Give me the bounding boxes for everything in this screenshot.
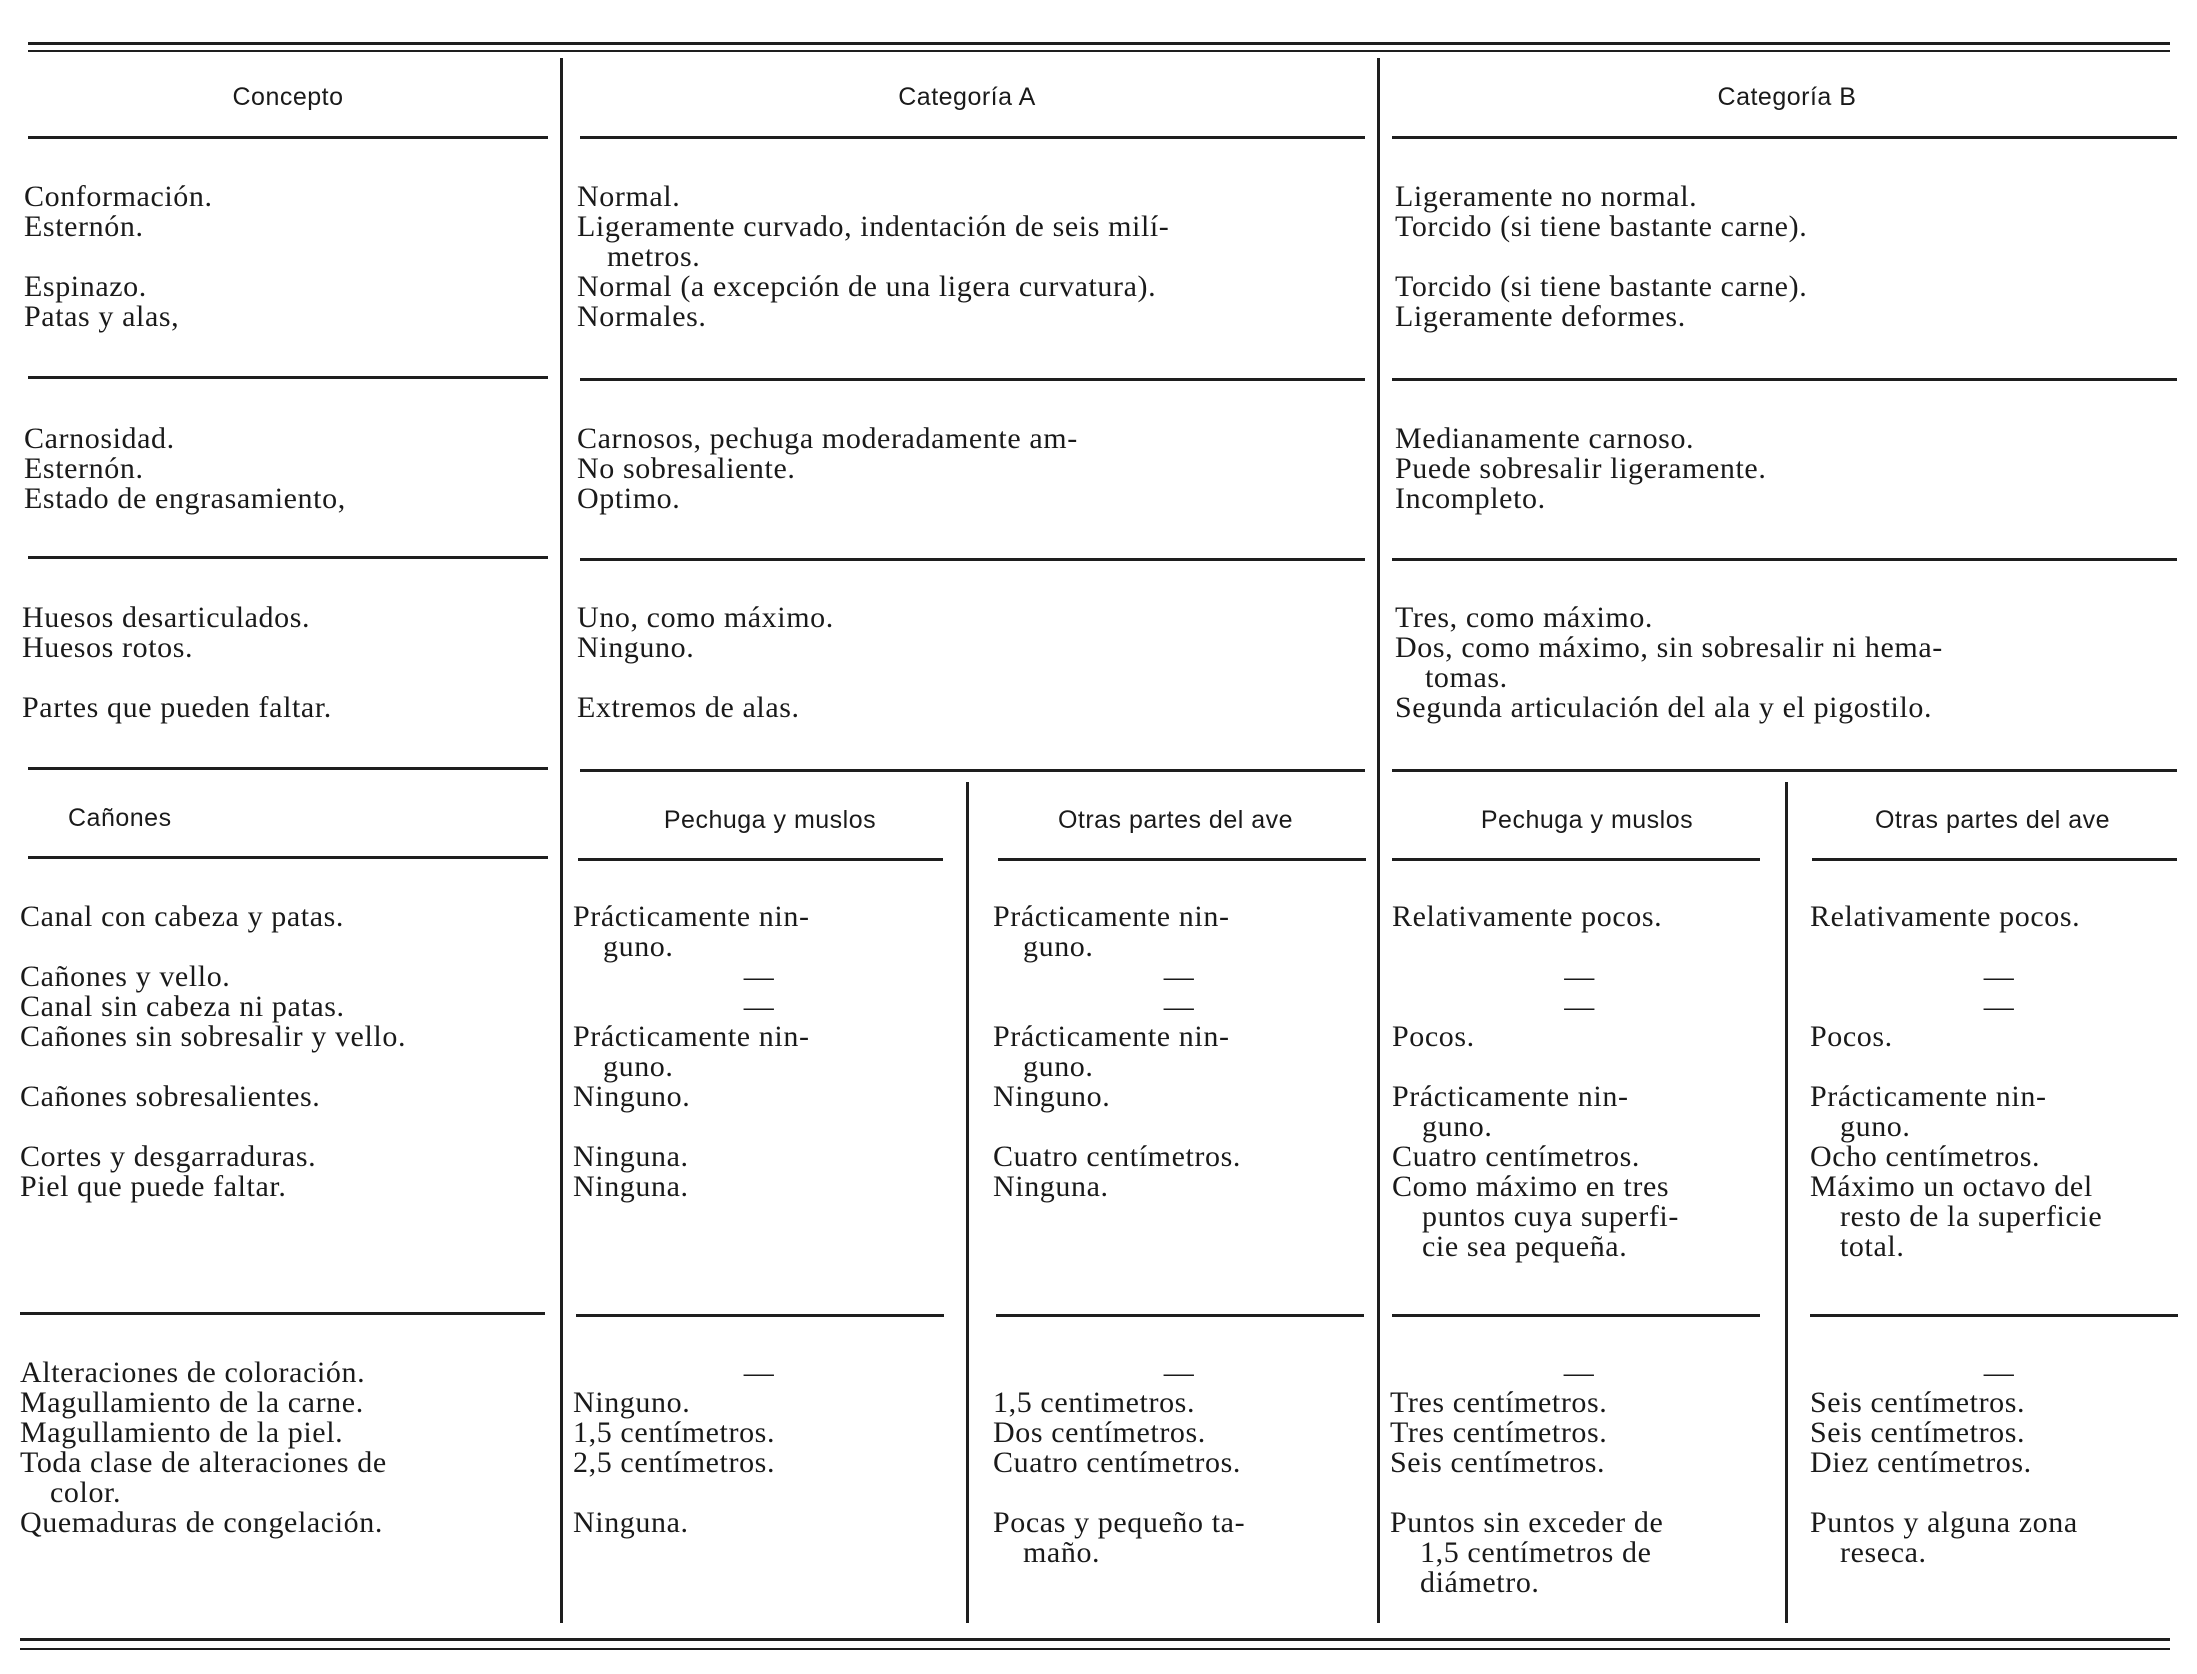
cell-text: Torcido (si tiene bastante carne). [1395, 270, 1808, 303]
top-rule-2 [28, 50, 2170, 52]
cell-text: Prácticamente nin- [993, 900, 1230, 933]
divider-b-sub [1785, 782, 1788, 1623]
row-label: Canal con cabeza y patas. [20, 900, 345, 933]
rule-section [580, 558, 1365, 561]
rule-subheader [1392, 858, 1760, 861]
dash-cell: — [1983, 960, 2015, 993]
cell-text: Ligeramente no normal. [1395, 180, 1698, 213]
dash-cell: — [1564, 990, 1595, 1023]
cell-text: Prácticamente nin- [993, 1020, 1230, 1053]
cell-text: Seis centímetros. [1810, 1386, 2026, 1419]
cell-text: Cuatro centímetros. [993, 1140, 1242, 1173]
alteraciones-concepto [20, 1358, 555, 1538]
cell-text: Seis centímetros. [1810, 1416, 2026, 1449]
cell-text: Extremos de alas. [577, 691, 800, 724]
cell-text: Ninguna. [993, 1170, 1109, 1203]
cell-text: Ninguno. [573, 1080, 691, 1113]
cell-text: Cuatro centímetros. [993, 1446, 1242, 1479]
cell-text: Como máximo en tres [1392, 1170, 1670, 1203]
rule-section [1392, 558, 2177, 561]
cell-text: Puntos sin exceder de [1390, 1506, 1664, 1539]
cell-text: Optimo. [577, 482, 681, 515]
cell-text: reseca. [1840, 1536, 1927, 1569]
cell-text: Ocho centímetros. [1810, 1140, 2041, 1173]
cell-text: Prácticamente nin- [573, 900, 810, 933]
conformacion-cat-b [1395, 182, 2175, 332]
cell-text: Puntos y alguna zona [1810, 1506, 2078, 1539]
rule-section [1810, 1314, 2178, 1317]
cell-text: Cuatro centímetros. [1392, 1140, 1641, 1173]
cell-text: Ninguno. [573, 1386, 691, 1419]
dash-cell: — [1564, 960, 1595, 993]
cell-text: Pocas y pequeño ta- [993, 1506, 1246, 1539]
row-label: Huesos rotos. [22, 631, 194, 664]
cell-text: Ligeramente curvado, indentación de seis milí- [577, 210, 1170, 243]
rule-section [28, 556, 548, 559]
row-label: Toda clase de alteraciones de [20, 1446, 387, 1479]
divider-categoria [1377, 58, 1380, 1623]
cell-text: Incompleto. [1395, 482, 1546, 515]
row-label: Esternón. [24, 210, 144, 243]
cell-text: guno. [1023, 1050, 1094, 1083]
row-label: Esternón. [24, 452, 144, 485]
header-b-otras: Otras partes del ave [1874, 806, 2111, 834]
row-label: Partes que pueden faltar. [22, 691, 332, 724]
bottom-rule-2 [20, 1648, 2170, 1650]
row-label: Magullamiento de la piel. [20, 1416, 344, 1449]
row-label: Patas y alas, [24, 300, 180, 333]
canones-b-otras [1810, 902, 2188, 1262]
dash-cell: — [1983, 990, 2015, 1023]
row-label: Conformación. [24, 180, 213, 213]
row-label: Carnosidad. [24, 422, 175, 455]
top-rule [28, 42, 2170, 45]
cell-text: maño. [1023, 1536, 1101, 1569]
cell-text: Carnosos, pechuga moderadamente am- [577, 422, 1078, 455]
row-label: Alteraciones de coloración. [20, 1356, 366, 1389]
rule-header [1392, 136, 2177, 139]
cell-text: Prácticamente nin- [573, 1020, 810, 1053]
rule-subheader [998, 858, 1366, 861]
header-concepto: Concepto [232, 83, 344, 111]
dash-cell: — [1563, 1356, 1595, 1389]
alteraciones-b-otras [1810, 1358, 2188, 1568]
carnosidad-cat-a [577, 424, 1367, 514]
dash-cell: — [1163, 960, 1195, 993]
row-label: Piel que puede faltar. [20, 1170, 287, 1203]
cell-text: puntos cuya superfi- [1422, 1200, 1679, 1233]
cell-text: Prácticamente nin- [1392, 1080, 1629, 1113]
dash-cell: — [1163, 990, 1195, 1023]
dash-cell: — [743, 1356, 775, 1389]
row-label: Cañones y vello. [20, 960, 231, 993]
cell-text: Tres centímetros. [1390, 1416, 1608, 1449]
canones-b-pechuga [1392, 902, 1767, 1262]
cell-text: 1,5 centímetros de [1420, 1536, 1652, 1569]
cell-text: metros. [607, 240, 701, 273]
conformacion-cat-a [577, 182, 1367, 332]
rule-section [580, 769, 1365, 772]
dash-cell: — [743, 990, 775, 1023]
row-label: Cortes y desgarraduras. [20, 1140, 317, 1173]
alteraciones-b-pechuga [1390, 1358, 1768, 1598]
cell-text: Segunda articulación del ala y el pigostilo. [1395, 691, 1933, 724]
cell-text: Medianamente carnoso. [1395, 422, 1695, 455]
header-categoria-a: Categoría A [898, 83, 1036, 111]
bottom-rule [20, 1638, 2170, 1641]
cell-text: guno. [603, 1050, 674, 1083]
cell-text: 2,5 centímetros. [573, 1446, 776, 1479]
huesos-concepto [22, 603, 552, 723]
header-a-otras: Otras partes del ave [1057, 806, 1294, 834]
cell-text: Uno, como máximo. [577, 601, 834, 634]
divider-a-sub [966, 782, 969, 1623]
header-canones: Cañones [68, 804, 172, 832]
row-label: Huesos desarticulados. [22, 601, 311, 634]
cell-text: 1,5 centimetros. [993, 1386, 1196, 1419]
cell-text: guno. [1422, 1110, 1493, 1143]
cell-text: guno. [603, 930, 674, 963]
cell-text: Dos centímetros. [993, 1416, 1206, 1449]
rule-section [20, 1312, 545, 1315]
cell-text: Puede sobresalir ligeramente. [1395, 452, 1767, 485]
cell-text: Tres centímetros. [1390, 1386, 1608, 1419]
cell-text: Relativamente pocos. [1392, 900, 1663, 933]
row-label: color. [50, 1476, 122, 1509]
rule-section [28, 767, 548, 770]
cell-text: Ligeramente deformes. [1395, 300, 1686, 333]
divider-concepto [560, 58, 563, 1623]
header-b-pechuga: Pechuga y muslos [1480, 806, 1694, 834]
cell-text: Dos, como máximo, sin sobresalir ni hema- [1395, 631, 1943, 664]
rule-header [28, 136, 548, 139]
cell-text: Ninguna. [573, 1170, 689, 1203]
cell-text: Ninguno. [993, 1080, 1111, 1113]
row-label: Cañones sin sobresalir y vello. [20, 1020, 407, 1053]
rule-section [1392, 769, 2177, 772]
cell-text: Ninguno. [577, 631, 695, 664]
row-label: Magullamiento de la carne. [20, 1386, 364, 1419]
cell-text: Máximo un octavo del [1810, 1170, 2093, 1203]
cell-text: Normal (a excepción de una ligera curvatura). [577, 270, 1157, 303]
rule-section [28, 376, 548, 379]
cell-text: diámetro. [1420, 1566, 1540, 1599]
canones-concepto [20, 902, 555, 1202]
cell-text: Ninguna. [573, 1140, 689, 1173]
rule-section [1392, 1314, 1760, 1317]
alteraciones-a-pechuga [573, 1358, 945, 1538]
header-a-pechuga: Pechuga y muslos [663, 806, 877, 834]
cell-text: 1,5 centímetros. [573, 1416, 776, 1449]
row-label: Canal sin cabeza ni patas. [20, 990, 345, 1023]
cell-text: total. [1840, 1230, 1905, 1263]
rule-section [996, 1314, 1364, 1317]
cell-text: tomas. [1425, 661, 1508, 694]
cell-text: Pocos. [1392, 1020, 1475, 1053]
carnosidad-cat-b [1395, 424, 2175, 514]
rule-header [580, 136, 1365, 139]
cell-text: No sobresaliente. [577, 452, 796, 485]
canones-a-otras [993, 902, 1365, 1202]
rule-subheader [1812, 858, 2177, 861]
cell-text: guno. [1840, 1110, 1911, 1143]
carnosidad-concepto [24, 424, 554, 514]
cell-text: Relativamente pocos. [1810, 900, 2081, 933]
cell-text: Normales. [577, 300, 707, 333]
cell-text: Diez centímetros. [1810, 1446, 2032, 1479]
cell-text: Pocos. [1810, 1020, 1893, 1053]
header-categoria-b: Categoría B [1717, 83, 1857, 111]
rule-section [576, 1314, 944, 1317]
row-label: Espinazo. [24, 270, 147, 303]
huesos-cat-a [577, 603, 1367, 723]
rule-section [580, 378, 1365, 381]
canones-a-pechuga [573, 902, 945, 1202]
row-label: Quemaduras de congelación. [20, 1506, 383, 1539]
cell-text: Tres, como máximo. [1395, 601, 1654, 634]
rule-section [1392, 378, 2177, 381]
cell-text: Torcido (si tiene bastante carne). [1395, 210, 1808, 243]
cell-text: Normal. [577, 180, 681, 213]
row-label: Cañones sobresalientes. [20, 1080, 321, 1113]
cell-text: Ninguna. [573, 1506, 689, 1539]
conformacion-concepto [24, 182, 554, 332]
cell-text: cie sea pequeña. [1422, 1230, 1628, 1263]
dash-cell: — [1163, 1356, 1195, 1389]
huesos-cat-b [1395, 603, 2175, 723]
dash-cell: — [743, 960, 775, 993]
cell-text: guno. [1023, 930, 1094, 963]
row-label: Estado de engrasamiento, [24, 482, 346, 515]
rule-subheader [578, 858, 943, 861]
cell-text: Prácticamente nin- [1810, 1080, 2047, 1113]
cell-text: Seis centímetros. [1390, 1446, 1606, 1479]
rule-subheader [28, 856, 548, 859]
alteraciones-a-otras [993, 1358, 1365, 1568]
dash-cell: — [1983, 1356, 2015, 1389]
cell-text: resto de la superficie [1840, 1200, 2103, 1233]
